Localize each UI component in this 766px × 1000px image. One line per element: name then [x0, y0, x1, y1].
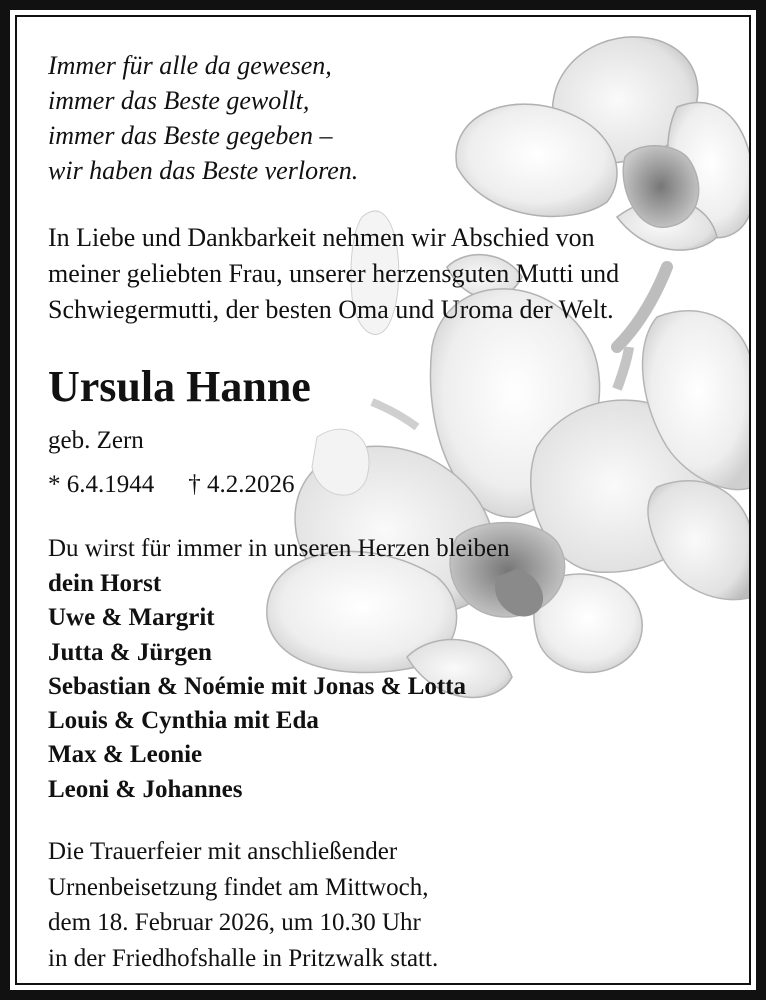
- family-member: Max & Leonie: [48, 741, 203, 769]
- poem-line: Immer für alle da gewesen,: [48, 51, 332, 80]
- intro-line: meiner geliebten Frau, unserer herzensguten Mutti und: [48, 259, 620, 288]
- service-line: Urnenbeisetzung findet am Mittwoch,: [48, 873, 429, 901]
- poem-line: immer das Beste gewollt,: [48, 86, 310, 115]
- family-member: Louis & Cynthia mit Eda: [48, 707, 319, 735]
- family-member: Uwe & Margrit: [48, 604, 215, 632]
- obituary-card: [15, 15, 751, 985]
- poem-line: immer das Beste gegeben –: [48, 121, 333, 150]
- funeral-service-info: [48, 834, 438, 976]
- farewell-line: Du wirst für immer in unseren Herzen bleiben: [48, 535, 510, 562]
- death-date: † 4.2.2026: [188, 471, 295, 498]
- intro-line: In Liebe und Dankbarkeit nehmen wir Abschied von: [48, 223, 595, 252]
- intro-paragraph: [48, 220, 619, 328]
- birth-date: * 6.4.1944: [48, 471, 155, 498]
- family-list: [48, 567, 466, 807]
- family-member: Sebastian & Noémie mit Jonas & Lotta: [48, 672, 467, 700]
- intro-line: Schwiegermutti, der besten Oma und Uroma der Welt.: [48, 295, 614, 324]
- service-line: dem 18. Februar 2026, um 10.30 Uhr: [48, 909, 421, 936]
- family-member: dein Horst: [48, 570, 162, 597]
- maiden-name: geb. Zern: [48, 427, 144, 454]
- family-member: Jutta & Jürgen: [48, 638, 212, 666]
- poem: [48, 48, 358, 188]
- poem-line: wir haben das Beste verloren.: [48, 156, 359, 185]
- service-line: Die Trauerfeier mit anschließender: [48, 838, 398, 865]
- deceased-name: Ursula Hanne: [48, 362, 311, 411]
- service-line: in der Friedhofshalle in Pritzwalk statt.: [48, 944, 439, 972]
- life-dates: [48, 469, 295, 501]
- family-member: Leoni & Johannes: [48, 775, 243, 803]
